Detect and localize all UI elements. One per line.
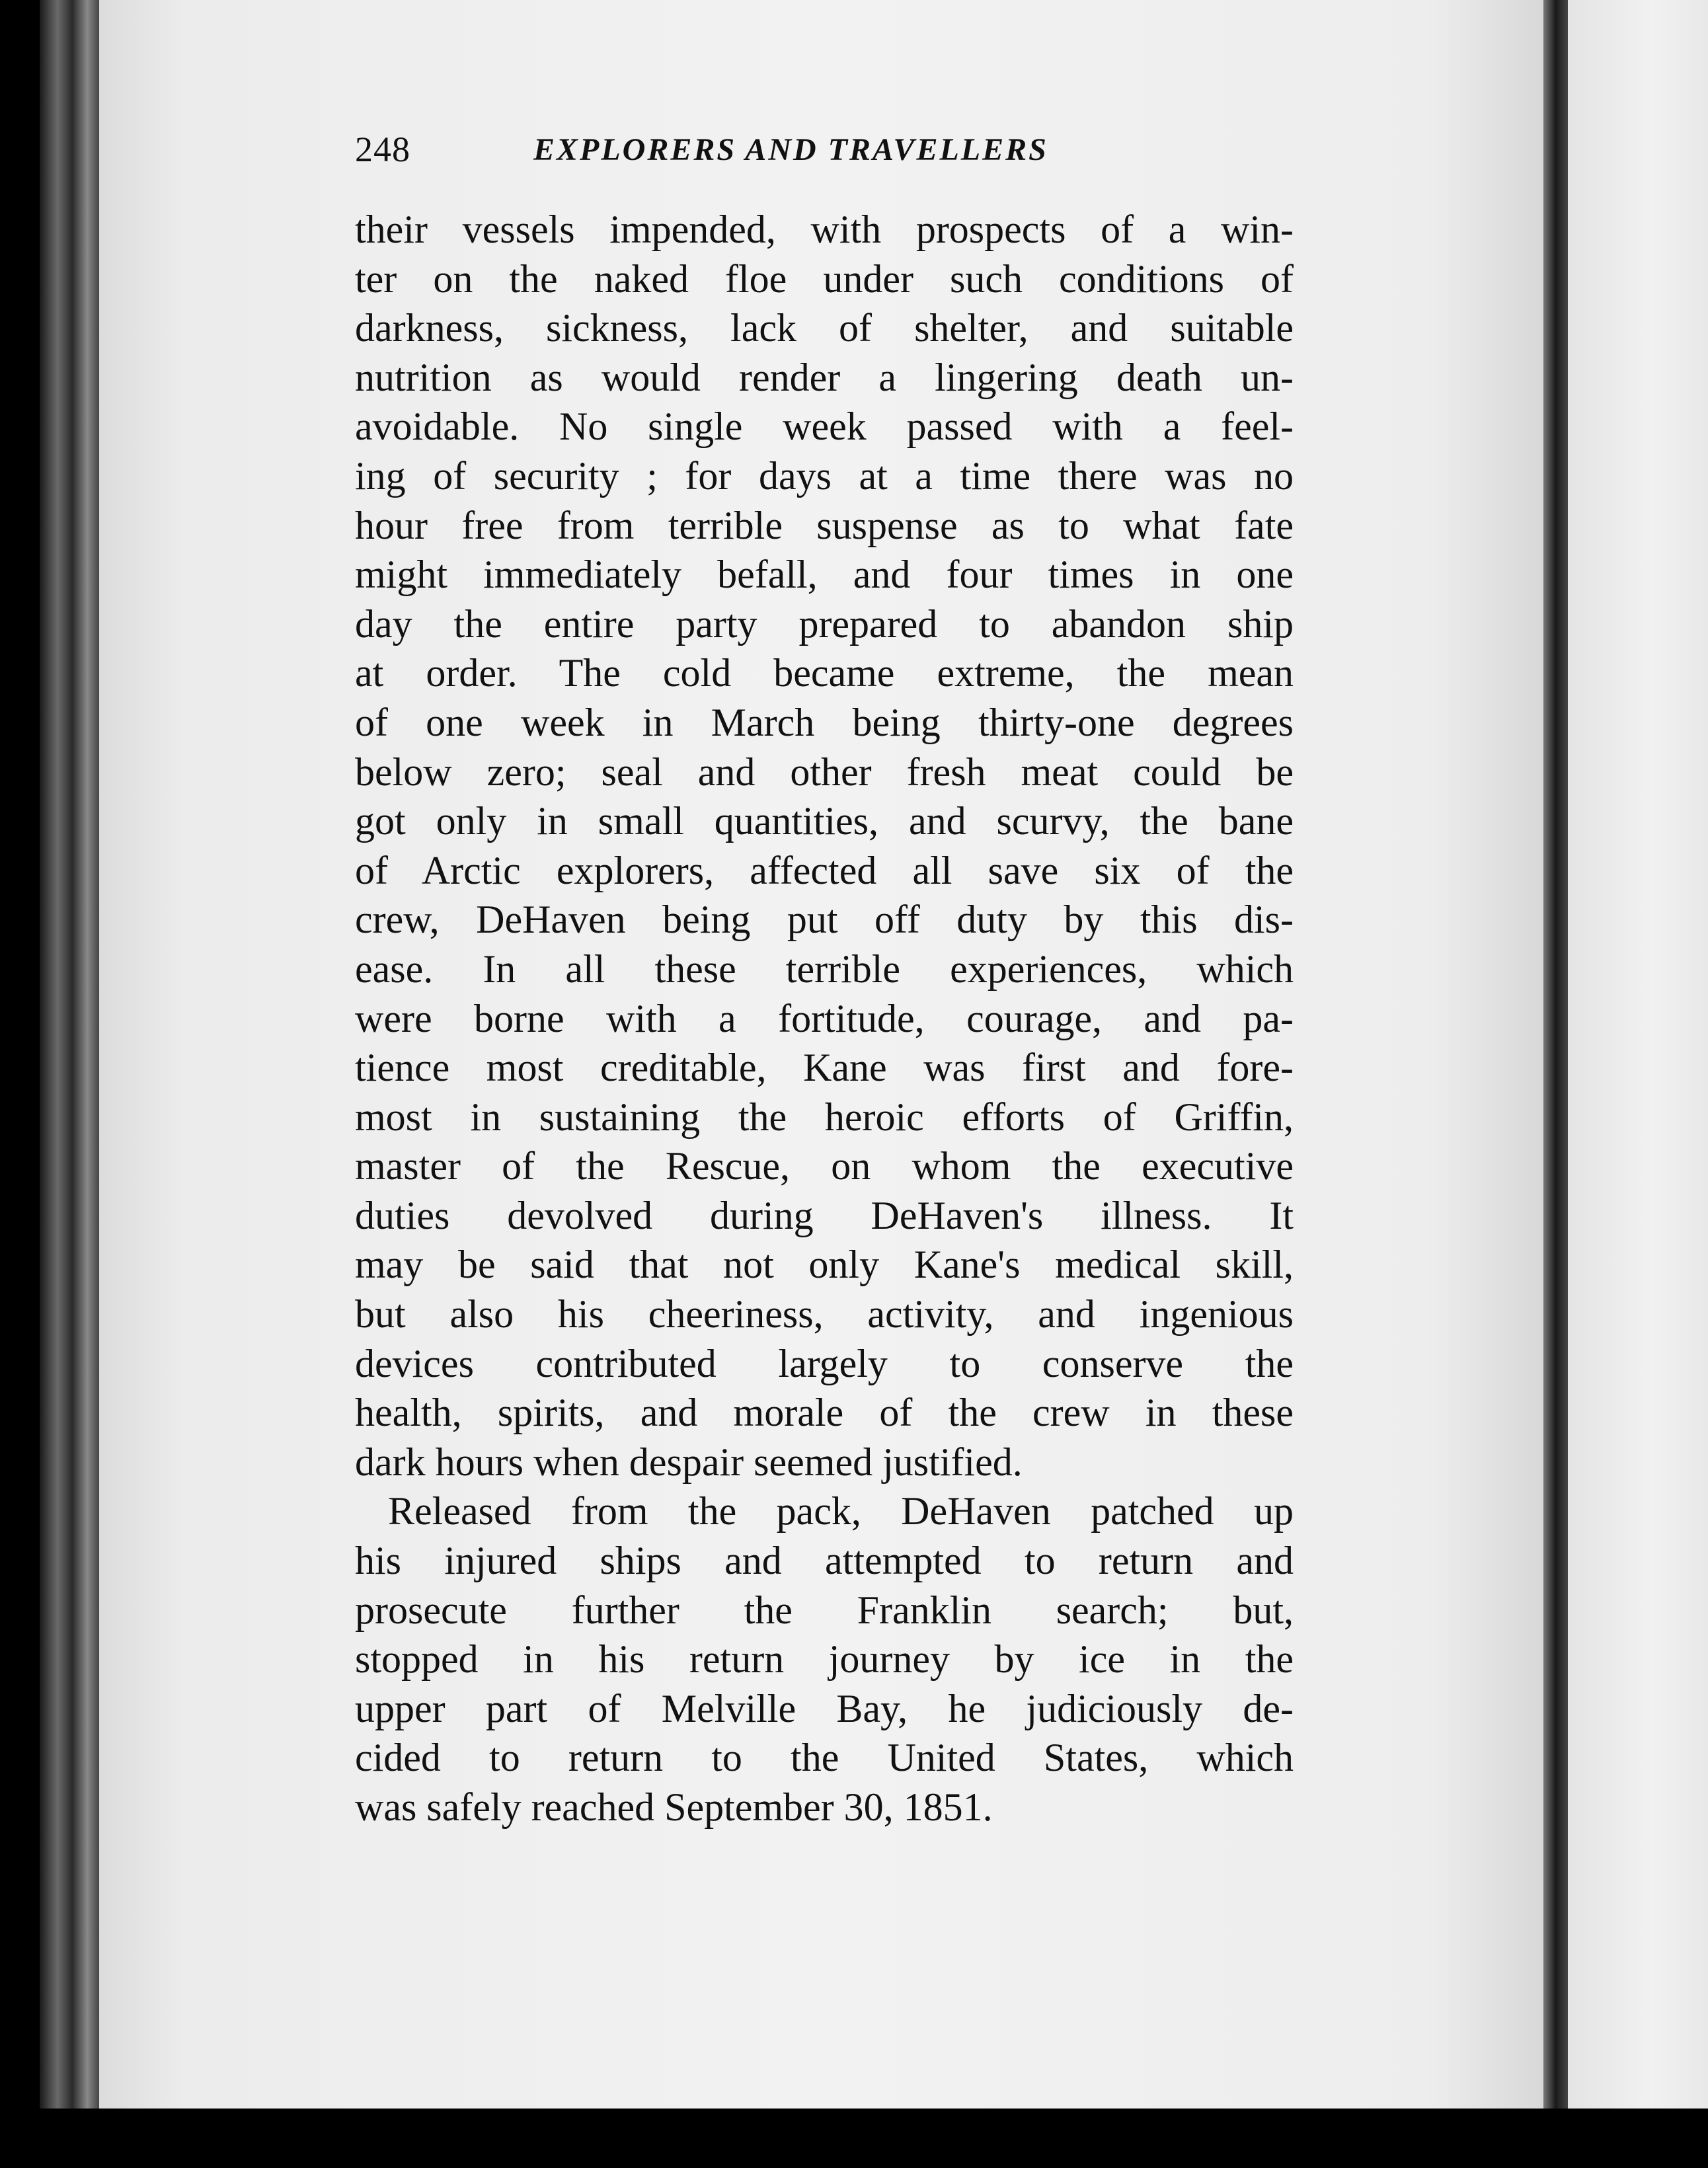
running-head (355, 129, 1148, 182)
text-line: devices contributed largely to conserve the (355, 1341, 1294, 1385)
text-line: ing of security ; for days at a time there was no (355, 453, 1294, 498)
text-line: most in sustaining the heroic efforts of Griffin, (355, 1095, 1294, 1139)
running-title: EXPLORERS AND TRAVELLERS (533, 132, 1048, 167)
text-line: below zero; seal and other fresh meat could be (355, 750, 1294, 794)
text-line: cided to return to the United States, which (355, 1736, 1294, 1780)
text-line: darkness, sickness, lack of shelter, and suitable (355, 306, 1294, 350)
text-line: his injured ships and attempted to return and (355, 1539, 1294, 1583)
text-line: of Arctic explorers, affected all save six of the (355, 848, 1294, 892)
text-line: avoidable. No single week passed with a feel- (355, 405, 1294, 449)
text-line: might immediately befall, and four times in one (355, 553, 1294, 597)
page-number: 248 (355, 130, 410, 169)
text-line: duties devolved during DeHaven's illness. It (355, 1193, 1294, 1237)
paragraph-1 (355, 205, 1294, 1487)
text-line: dark hours when despair seemed justified. (355, 1440, 1023, 1484)
text-line: at order. The cold became extreme, the mean (355, 651, 1294, 695)
text-line: ter on the naked floe under such conditions of (355, 256, 1294, 301)
body-text (355, 205, 1294, 1832)
facing-page-edge (1568, 0, 1708, 2109)
text-line: crew, DeHaven being put off duty by this dis- (355, 898, 1294, 942)
text-line: their vessels impended, with prospects of a win- (355, 208, 1294, 251)
text-line: Released from the pack, DeHaven patched up (388, 1489, 1294, 1533)
text-line: upper part of Melville Bay, he judiciously de- (355, 1686, 1294, 1730)
text-line: tience most creditable, Kane was first and fore- (355, 1046, 1294, 1090)
text-line: of one week in March being thirty-one degrees (355, 700, 1294, 744)
text-line: stopped in his return journey by ice in the (355, 1637, 1294, 1682)
text-line: health, spirits, and morale of the crew in these (355, 1391, 1294, 1435)
text-line: may be said that not only Kane's medical skill, (355, 1243, 1294, 1287)
paragraph-2 (355, 1487, 1294, 1832)
text-line: was safely reached September 30, 1851. (355, 1785, 993, 1829)
text-line: were borne with a fortitude, courage, and pa- (355, 996, 1294, 1040)
text-line: master of the Rescue, on whom the executive (355, 1144, 1294, 1188)
text-line: nutrition as would render a lingering death un- (355, 355, 1294, 399)
text-line: prosecute further the Franklin search; but, (355, 1588, 1294, 1632)
text-line: hour free from terrible suspense as to what fate (355, 503, 1294, 547)
gutter-shadow (1543, 0, 1568, 2109)
book-binding-edge (40, 0, 99, 2109)
text-line: day the entire party prepared to abandon ship (355, 601, 1294, 646)
text-line: but also his cheeriness, activity, and ingenious (355, 1292, 1294, 1336)
text-line: got only in small quantities, and scurvy, the bane (355, 799, 1294, 843)
text-line: ease. In all these terrible experiences, which (355, 947, 1294, 991)
